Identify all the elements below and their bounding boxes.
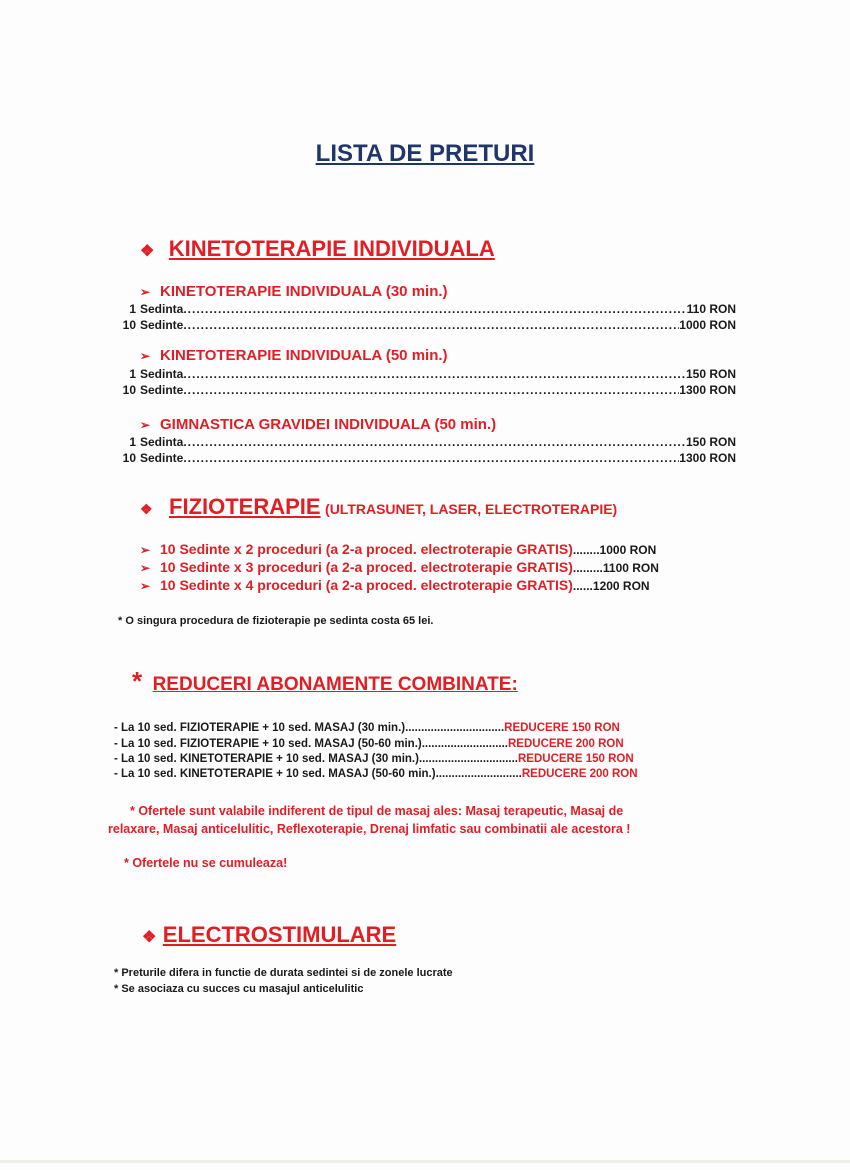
combo-row: - La 10 sed. FIZIOTERAPIE + 10 sed. MASAJ (50-60 min.)...........................REDUCERE 200 RON [114,738,624,750]
price-row: 1 Sedinta ..... 110 RON [108,302,736,316]
electro-heading-text: ELECTROSTIMULARE [162,922,397,947]
section-kineto-heading [140,236,495,262]
electro-note: * Se asociaza cu succes cu masajul anticelulitic [114,983,364,995]
combo-row: - La 10 sed. KINETOTERAPIE + 10 sed. MASAJ (50-60 min.)...........................REDUCERE 200 RON [114,768,638,780]
fizio-item: ➢ 10 Sedinte x 4 proceduri (a 2-a proced. electroterapie GRATIS)......1200 RON [140,577,650,593]
kineto-sub3-label: ➢ GIMNASTICA GRAVIDEI INDIVIDUALA (50 min.) [140,416,497,433]
section-fizio-heading [140,494,617,520]
electro-note: * Preturile difera in functie de durata sedintei si de zonele lucrate [114,967,453,979]
fizio-heading-suffix: (ULTRASUNET, LASER, ELECTROTERAPIE) [325,501,618,517]
price-row: 1 Sedinta ..... 150 RON [108,435,736,449]
page-title: LISTA DE PRETURI [315,140,535,167]
price-row: 10 Sedinte ..... 1300 RON [108,383,736,397]
arrow-bullet-icon: ➢ [140,579,151,593]
arrow-bullet-icon: ➢ [140,418,151,432]
arrow-bullet-icon: ➢ [140,561,151,575]
reduceri-heading-text: REDUCERI ABONAMENTE COMBINATE: [152,674,518,695]
arrow-bullet-icon: ➢ [140,349,151,363]
offer-note-line1: * Ofertele sunt valabile indiferent de tipul de masaj ales: Masaj terapeutic, Masaj de [130,804,624,818]
offer-note-line2: relaxare, Masaj anticelulitic, Reflexoterapie, Drenaj limfatic sau combinatii ale acestora ! [108,822,631,836]
combo-row: - La 10 sed. FIZIOTERAPIE + 10 sed. MASAJ (30 min.)...............................REDUCERE 150 RON [114,722,620,734]
kineto-sub1-label: ➢ KINETOTERAPIE INDIVIDUALA (30 min.) [140,283,448,300]
asterisk-icon: * [132,666,143,696]
combo-row: - La 10 sed. KINETOTERAPIE + 10 sed. MASAJ (30 min.)...............................REDUCERE 150 RON [114,753,634,765]
price-row: 10 Sedinte ..... 1000 RON [108,318,736,332]
fizio-heading-text: FIZIOTERAPIE [169,494,321,519]
offer-note-cumulate: * Ofertele nu se cumuleaza! [124,856,288,870]
fizio-note: * O singura procedura de fizioterapie pe sedinta costa 65 lei. [118,615,434,627]
arrow-bullet-icon: ➢ [140,285,151,299]
kineto-sub2-label: ➢ KINETOTERAPIE INDIVIDUALA (50 min.) [140,347,448,364]
kineto-heading-text: KINETOTERAPIE INDIVIDUALA [168,236,495,261]
arrow-bullet-icon: ➢ [140,543,151,557]
fizio-item: ➢ 10 Sedinte x 3 proceduri (a 2-a proced. electroterapie GRATIS).........1100 RON [140,559,659,575]
price-row: 10 Sedinte ..... 1300 RON [108,451,736,465]
diamond-bullet-icon: ❖ [142,929,157,946]
page-edge [0,1160,850,1163]
section-electro-heading [142,922,396,948]
fizio-item: ➢ 10 Sedinte x 2 proceduri (a 2-a proced. electroterapie GRATIS)........1000 RON [140,541,657,557]
section-reduceri-heading [132,666,518,697]
price-row: 1 Sedinta ..... 150 RON [108,367,736,381]
diamond-bullet-icon: ❖ [140,501,153,517]
diamond-bullet-icon: ❖ [140,243,155,260]
